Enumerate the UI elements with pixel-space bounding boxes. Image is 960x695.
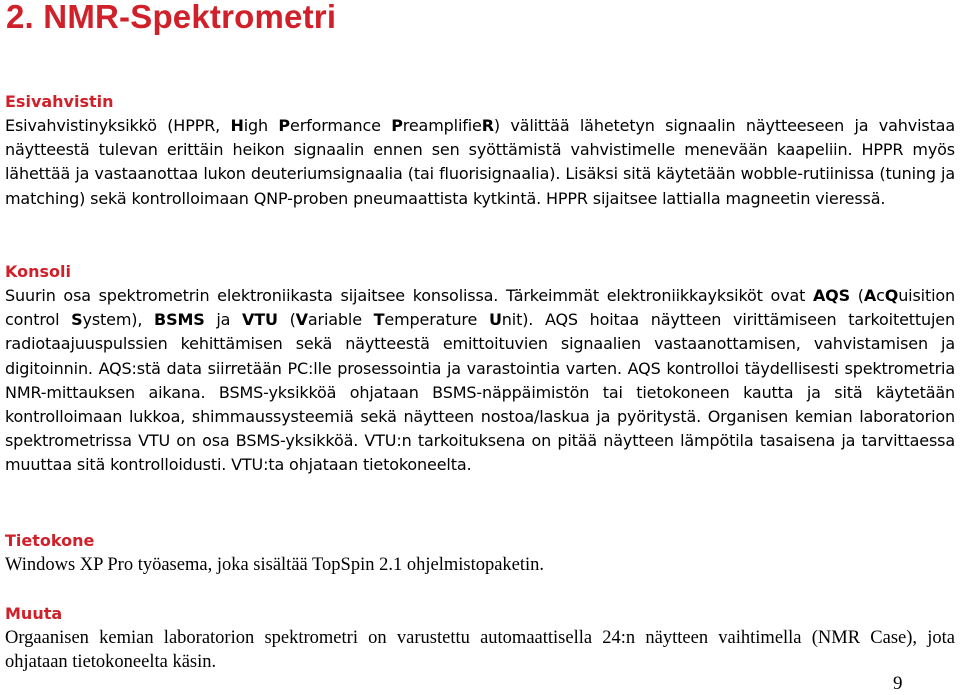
section-paragraph: Windows XP Pro työasema, joka sisältää TopSpin 2.1 ohjelmistopaketin. [5,555,545,575]
page-title: 2. NMR-Spektrometri [6,0,337,35]
section-paragraph: Orgaanisen kemian laboratorion spektrometri on varustettu automaattisella 24:n näytteen vaihtimella (NMR Case), jota ohjataan tietokoneelta käsin. [5,628,955,673]
page-number: 9 [893,673,903,694]
section-heading: Tietokone [5,531,95,550]
section-konsoli [5,260,955,478]
section-paragraph: Esivahvistinyksikkö (HPPR, High Performance PreamplifieR) välittää lähetetyn signaalin näytteeseen ja vahvistaa näytteestä tulevan erittäin heikon signaalin ennen sen syöttämistä vahvistimelle menevään kaapeliin. HPPR myös lähettää ja vastaanottaa lukon deuteriumsignaalia (tai fluorisignaalia). Lisäksi sitä käytetään wobble-rutiinissa (tuning ja matching) sekä kontrolloimaan QNP-proben pneumaattista kytkintä. HPPR sijaitsee lattialla magneetin vieressä. [5,116,955,208]
section-heading: Konsoli [5,262,71,281]
section-tietokone [5,529,955,577]
section-heading: Muuta [5,604,63,623]
section-esivahvistin [5,90,955,211]
section-paragraph: Suurin osa spektrometrin elektroniikasta sijaitsee konsolissa. Tärkeimmät elektroniikkayksiköt ovat AQS (AcQuisition control System), BSMS ja VTU (Variable Temperature Unit). AQS hoitaa näytteen virittämiseen tarkoitettujen radiotaajuuspulssien kehittämisen sekä näytteestä emittoituvien signaalien vastaanottamisen, vahvistamisen ja digitoinnin. AQS:stä data siirretään PC:lle prosessointia ja varastointia varten. AQS kontrolloi täydellisesti spektrometria NMR-mittauksen aikana. BSMS-yksikköä ohjataan BSMS-näppäimistön tai tietokoneen kautta ja sitä käytetään kontrolloimaan lukkoa, shimmaussysteemiä sekä näytteen nostoa/laskua ja pyöritystä. Organisen kemian laboratorion spektrometrissa VTU on osa BSMS-yksikköä. VTU:n tarkoituksena on pitää näytteen lämpötila tasaisena ja tarvittaessa muuttaa sitä kontrolloidusti. VTU:ta ohjataan tietokoneelta. [5,286,956,475]
section-heading: Esivahvistin [5,92,114,111]
section-muuta [5,602,955,674]
